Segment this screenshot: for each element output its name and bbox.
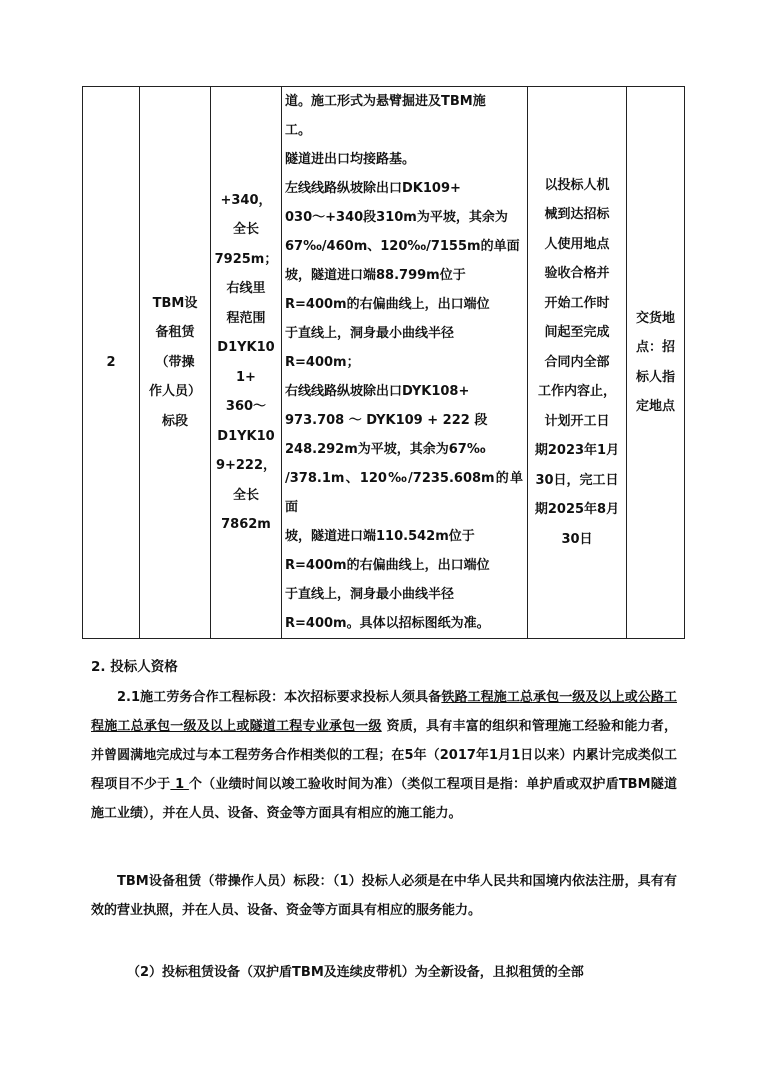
description-line: R=400m的右偏曲线上，出口端位 — [285, 558, 490, 573]
delivery-line: 定地点 — [635, 399, 675, 414]
delivery-line: 点：招 — [635, 340, 675, 355]
description-line: R=400m的右偏曲线上，出口端位 — [285, 297, 490, 312]
scope-line: 9+222， — [215, 458, 277, 473]
period-line: 期2025年8月 — [534, 502, 620, 518]
period-line: 计划开工日 — [544, 413, 610, 429]
row-index: 2 — [83, 87, 140, 639]
scope-line: 7862m — [221, 517, 271, 532]
period-line: 以投标人机 — [544, 177, 610, 193]
delivery-cell — [627, 87, 685, 639]
period-line: 开始工作时 — [544, 295, 610, 311]
period-line: 合同内全部 — [544, 354, 610, 370]
description-line: 左线线路纵坡除出口DK109+ — [285, 181, 461, 196]
p1-count: 1 — [170, 777, 189, 792]
description-cell — [282, 87, 528, 639]
description-line: 于直线上，洞身最小曲线半径 — [285, 326, 455, 341]
period-cell — [528, 87, 627, 639]
period-line: 间起至完成 — [544, 325, 610, 341]
description-line: 坡，隧道进口端110.542m位于 — [285, 529, 475, 544]
description-line: 道。施工形式为悬臂掘进及TBM施 — [285, 94, 486, 109]
description-line: 973.708 ～ DYK109 + 222 段 — [285, 413, 488, 428]
section-heading: 2. 投标人资格 — [91, 659, 178, 675]
section-name-line: （带操 — [155, 354, 195, 370]
p1-middle: 资质，具有丰富的组织和管理施工经验和能力者，并曾圆满地完成过与本工程劳务合作相类似的工程；在5年（2017年1月1日以来）内累计完成类似工程项目不少于 — [91, 719, 677, 792]
description-line: R=400m； — [285, 355, 360, 370]
table-row — [83, 87, 685, 639]
delivery-line: 标人指 — [635, 369, 675, 385]
period-line: 工作内容止， — [537, 384, 616, 400]
description-line: /378.1m、120‰/7235.608m的单面 — [285, 471, 523, 515]
section-name-line: TBM设 — [152, 295, 198, 311]
section-name-line: 备租赁 — [155, 325, 195, 341]
scope-line: D1YK10 — [217, 340, 275, 355]
description-line: R=400m。具体以招标图纸为准。 — [285, 616, 490, 631]
period-line: 人使用地点 — [544, 236, 610, 252]
scope-line: D1YK10 — [217, 428, 275, 444]
delivery-line: 交货地 — [635, 310, 675, 326]
period-line: 械到达招标 — [544, 207, 610, 223]
scope-line: 右线里 — [226, 281, 266, 296]
p1-qualification: 铁路工程施工总承包一级及以上或公路工程施工总承包一级及以上或隧道工程专业承包一级 — [91, 690, 677, 734]
section-name-cell — [140, 87, 211, 639]
p1-suffix: 个（业绩时间以竣工验收时间为准）（类似工程项目是指：单护盾或双护盾TBM隧道施工业绩），并在人员、设备、资金等方面具有相应的施工能力。 — [91, 777, 677, 821]
scope-line: 1+ — [236, 369, 256, 385]
section-name-line: 标段 — [161, 413, 188, 429]
paragraph-equipment — [91, 958, 677, 987]
description-line: 于直线上，洞身最小曲线半径 — [285, 587, 455, 602]
paragraph-construction-labor — [91, 683, 677, 828]
scope-line: 360～ — [225, 399, 267, 414]
description-line: 右线线路纵坡除出口DYK108+ — [285, 384, 470, 399]
paragraph-tbm-lease — [91, 867, 677, 925]
bid-section-table — [82, 86, 685, 639]
p1-prefix: 2.1施工劳务合作工程标段：本次招标要求投标人须具备 — [117, 690, 442, 705]
description-line: 工。 — [285, 123, 312, 138]
description-line: 248.292m为平坡，其余为67‰ — [285, 442, 486, 457]
scope-line: 7925m； — [214, 251, 278, 267]
description-line: 隧道进出口均接路基。 — [285, 152, 416, 167]
period-line: 验收合格并 — [544, 266, 610, 282]
section-name-line: 作人员） — [148, 384, 201, 400]
scope-line: 全长 — [232, 222, 259, 237]
description-line: 67‰/460m、120‰/7155m的单面 — [285, 239, 520, 254]
description-line: 坡，隧道进口端88.799m位于 — [285, 268, 466, 283]
period-line: 30日，完工日 — [535, 472, 619, 488]
scope-line: +340， — [220, 192, 272, 208]
p3-text: （2）投标租赁设备（双护盾TBM及连续皮带机）为全新设备，且拟租赁的全部 — [127, 965, 584, 980]
scope-cell — [211, 87, 282, 639]
scope-line: 程范围 — [226, 310, 266, 326]
period-line: 30日 — [561, 531, 593, 547]
period-line: 期2023年1月 — [534, 443, 620, 459]
description-line: 030～+340段310m为平坡，其余为 — [285, 210, 508, 225]
scope-line: 全长 — [232, 487, 259, 503]
p2-text: TBM设备租赁（带操作人员）标段：（1）投标人必须是在中华人民共和国境内依法注册，具有有效的营业执照，并在人员、设备、资金等方面具有相应的服务能力。 — [91, 874, 677, 918]
